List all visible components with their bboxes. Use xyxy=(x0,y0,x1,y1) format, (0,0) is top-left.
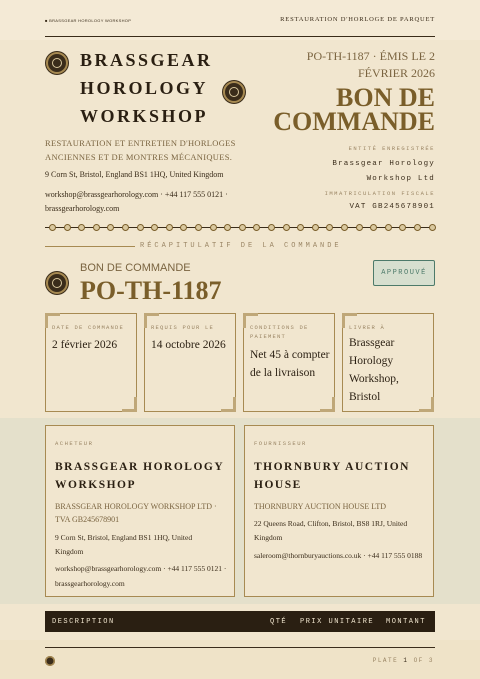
company-name xyxy=(80,46,230,130)
page-total: 3 xyxy=(428,657,434,664)
recap-heading: RÉCAPITULATIF DE LA COMMANDE xyxy=(140,242,342,250)
bead-ornament xyxy=(195,224,202,231)
order-number: PO-TH-1187 xyxy=(80,276,222,305)
bead-divider xyxy=(45,227,435,228)
bead-ornament xyxy=(224,224,231,231)
entity-value xyxy=(332,157,435,187)
bead-ornament xyxy=(399,224,406,231)
seal-icon xyxy=(45,656,55,666)
bead-ornament xyxy=(283,224,290,231)
buyer-legal: BRASSGEAR HOROLOGY WORKSHOP LTD · TVA GB245678901 xyxy=(55,502,217,524)
bead-ornament xyxy=(107,224,114,231)
order-label: BON DE COMMANDE xyxy=(80,262,191,274)
seal-icon xyxy=(46,272,68,294)
card-payment-terms xyxy=(243,313,335,412)
company-tagline: RESTAURATION ET ENTRETIEN D'HORLOGES ANCIENNES ET DE MONTRES MÉCANIQUES. xyxy=(45,138,236,162)
company-contact: workshop@brassgearhorology.com · +44 117 555 0121 · brassgearhorology.com xyxy=(45,190,228,213)
recap-rule xyxy=(45,246,135,247)
col-unit-price: PRIX UNITAIRE xyxy=(300,618,375,626)
col-description: DESCRIPTION xyxy=(52,618,115,626)
bead-ornament xyxy=(78,224,85,231)
page-number: 1 xyxy=(403,657,409,664)
buyer-address: 9 Corn St, Bristol, England BS1 1HQ, United Kingdom xyxy=(55,533,193,556)
page-indicator xyxy=(373,657,434,664)
card-label: REQUIS POUR LE xyxy=(151,324,215,331)
page-of: OF xyxy=(413,657,424,664)
bead-ornament xyxy=(239,224,246,231)
company-name-line1: BRASSGEAR xyxy=(80,50,213,70)
card-value: 14 octobre 2026 xyxy=(151,339,226,351)
bead-ornament xyxy=(370,224,377,231)
bead-ornament xyxy=(429,224,436,231)
bead-ornament xyxy=(385,224,392,231)
supplier-name: THORNBURY AUCTION HOUSE xyxy=(254,461,410,491)
card-order-date xyxy=(45,313,137,412)
bead-ornament xyxy=(356,224,363,231)
document-reference-line2: FÉVRIER 2026 xyxy=(357,66,435,80)
footer-rule xyxy=(45,647,435,648)
document-title-line1: BON DE xyxy=(336,83,435,112)
entity-value-line2: Workshop Ltd xyxy=(366,175,435,183)
card-corner xyxy=(122,397,137,412)
header-service: RESTAURATION D'HORLOGE DE PARQUET xyxy=(280,16,435,23)
col-amount: MONTANT xyxy=(386,618,426,626)
plate-prefix: PLATE xyxy=(372,657,399,664)
bead-ornament xyxy=(312,224,319,231)
supplier-address: 22 Queens Road, Clifton, Bristol, BS8 1RJ, United Kingdom xyxy=(254,519,408,542)
bead-ornament xyxy=(166,224,173,231)
card-value: 2 février 2026 xyxy=(52,339,118,351)
header-company-small: ■ BRASSGEAR HOROLOGY WORKSHOP xyxy=(45,18,132,23)
status-badge: APPROUVÉ xyxy=(373,260,435,286)
bead-ornament xyxy=(326,224,333,231)
card-value: Brassgear Horology Workshop, Bristol xyxy=(349,337,399,403)
tax-value: VAT GB245678901 xyxy=(349,203,435,211)
document-title-line2: COMMANDE xyxy=(273,107,435,136)
card-corner xyxy=(221,397,236,412)
bead-ornament xyxy=(137,224,144,231)
company-name-line3: WORKSHOP xyxy=(80,106,209,126)
bead-ornament xyxy=(151,224,158,231)
buyer-contact: workshop@brassgearhorology.com · +44 117 555 0121 · brassgearhorology.com xyxy=(55,564,227,588)
document-reference-line1: PO-TH-1187 · ÉMIS LE 2 xyxy=(306,49,435,63)
supplier-role: FOURNISSEUR xyxy=(254,440,307,447)
card-ship-to xyxy=(342,313,434,412)
document-reference xyxy=(295,48,435,82)
card-label: LIVRER À xyxy=(349,324,386,331)
buyer-role: ACHETEUR xyxy=(55,440,94,447)
card-label: DATE DE COMMANDE xyxy=(52,324,125,331)
entity-value-line1: Brassgear Horology xyxy=(332,160,435,168)
bead-ornament xyxy=(180,224,187,231)
supplier-legal: THORNBURY AUCTION HOUSE LTD xyxy=(254,502,387,511)
bead-ornament xyxy=(64,224,71,231)
bead-ornament xyxy=(49,224,56,231)
line-items-header xyxy=(45,611,435,632)
buyer-card xyxy=(45,425,235,597)
bead-ornament xyxy=(122,224,129,231)
header-rule xyxy=(45,36,435,37)
bead-ornament xyxy=(341,224,348,231)
bead-ornament xyxy=(268,224,275,231)
supplier-card xyxy=(244,425,434,597)
card-corner xyxy=(320,397,335,412)
tax-label: IMMATRICULATION FISCALE xyxy=(324,190,435,197)
col-qty: QTÉ xyxy=(270,618,288,626)
card-value: Net 45 à compter de la livraison xyxy=(250,349,330,379)
header-company-text: BRASSGEAR HOROLOGY WORKSHOP xyxy=(49,18,132,23)
bead-ornament xyxy=(414,224,421,231)
supplier-contact: saleroom@thornburyauctions.co.uk · +44 117 555 0188 xyxy=(254,551,423,560)
buyer-name: BRASSGEAR HOROLOGY WORKSHOP xyxy=(55,461,224,491)
card-label: CONDITIONS DE PAIEMENT xyxy=(250,324,309,340)
entity-label: ENTITÉ ENREGISTRÉE xyxy=(348,145,435,152)
bead-ornament xyxy=(93,224,100,231)
document-title xyxy=(235,83,435,136)
card-required-by xyxy=(144,313,236,412)
bead-ornament xyxy=(297,224,304,231)
seal-icon xyxy=(46,52,68,74)
company-address: 9 Corn St, Bristol, England BS1 1HQ, United Kingdom xyxy=(45,170,224,179)
bead-ornament xyxy=(210,224,217,231)
company-name-line2: HOROLOGY xyxy=(80,78,209,98)
bead-ornament xyxy=(253,224,260,231)
